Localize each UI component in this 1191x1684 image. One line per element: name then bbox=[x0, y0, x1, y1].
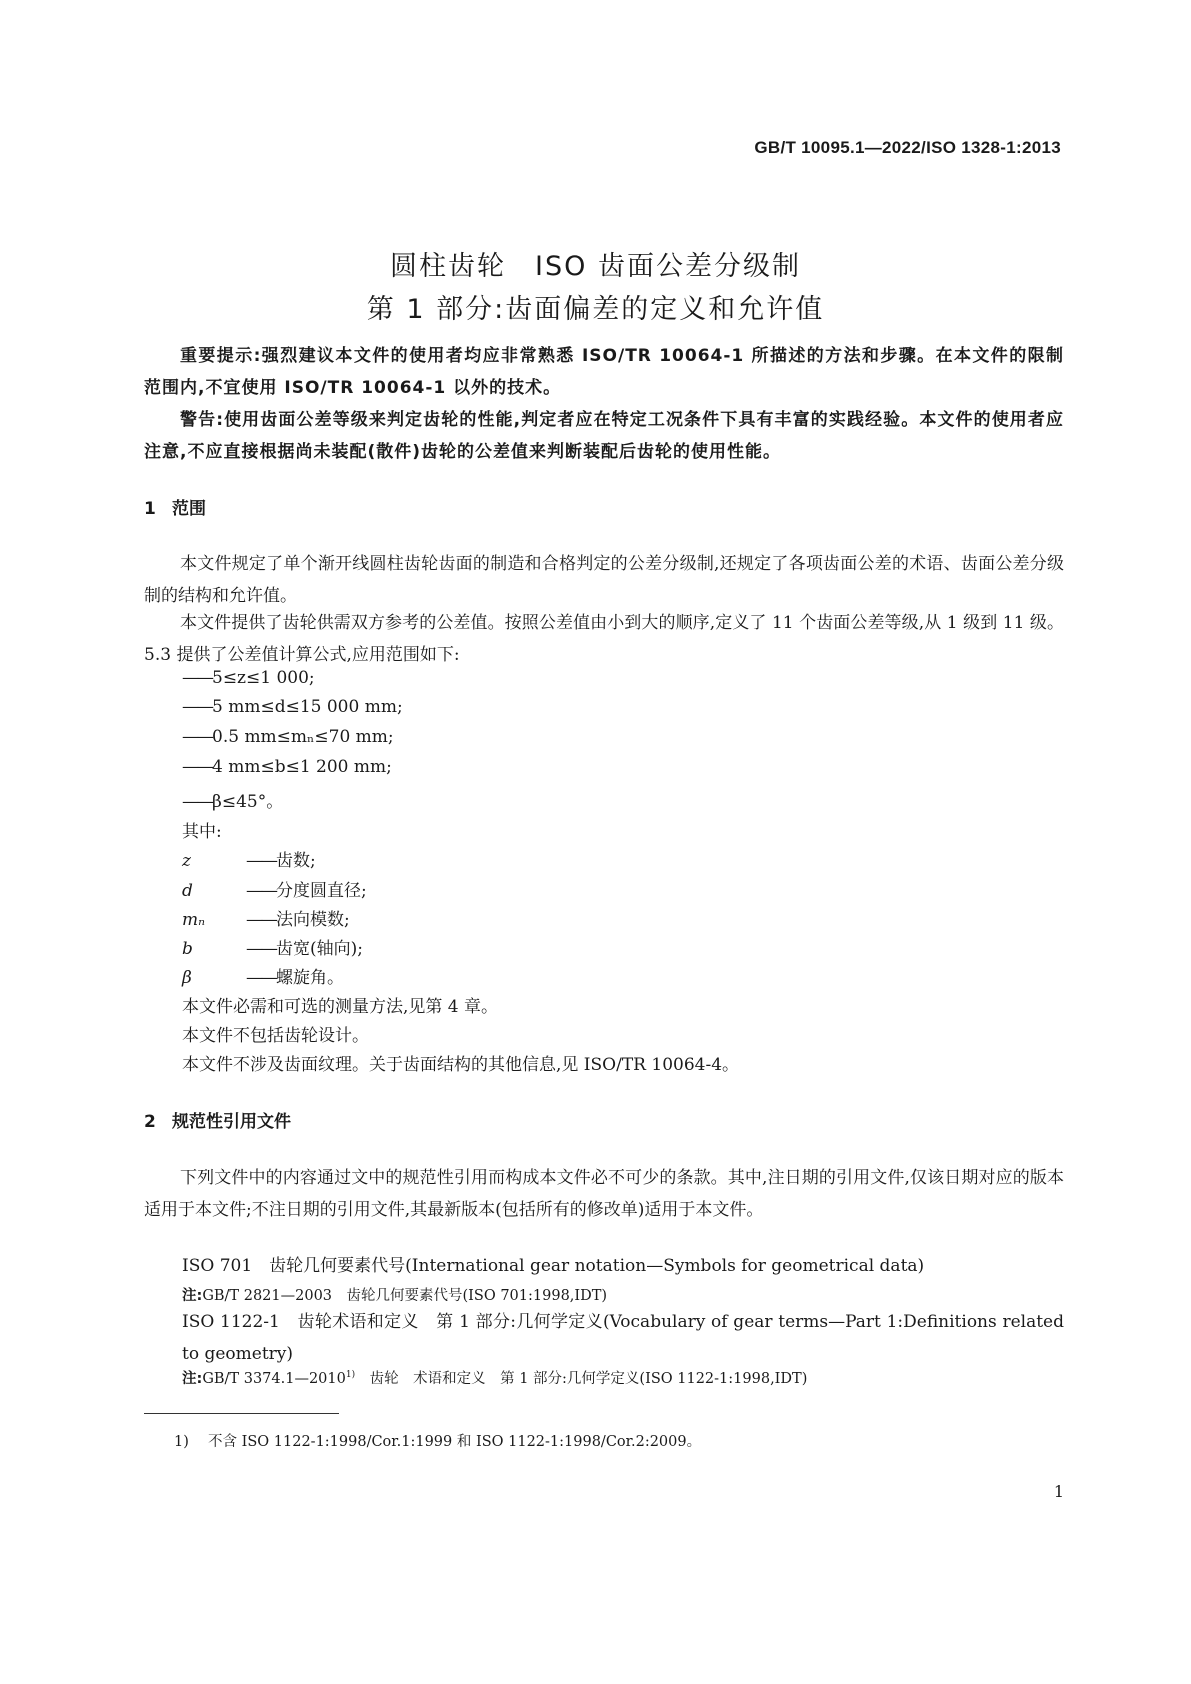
reference-iso-1122-1: ISO 1122-1 齿轮术语和定义 第 1 部分:几何学定义(Vocabulary of gear terms—Part 1:Definitions related to geometry) bbox=[182, 1312, 1064, 1364]
section-title: 规范性引用文件 bbox=[172, 1112, 291, 1132]
range-item: ——0.5 mm≤mₙ≤70 mm; bbox=[182, 727, 394, 747]
reference-iso-701: ISO 701 齿轮几何要素代号(International gear notation—Symbols for geometrical data) bbox=[182, 1256, 925, 1276]
symbol-definition: β ——螺旋角。 bbox=[182, 968, 344, 988]
symbol-definition: z ——齿数; bbox=[182, 851, 316, 871]
scope-paragraph-3: 本文件必需和可选的测量方法,见第 4 章。 bbox=[182, 997, 499, 1017]
section-number: 1 bbox=[144, 499, 156, 519]
document-title-line1: 圆柱齿轮 ISO 齿面公差分级制 bbox=[390, 251, 801, 282]
scope-paragraph-1: 本文件规定了单个渐开线圆柱齿轮齿面的制造和合格判定的公差分级制,还规定了各项齿面公差的术语、齿面公差分级制的结构和允许值。 bbox=[144, 554, 1064, 606]
section-title: 范围 bbox=[172, 499, 206, 519]
range-item: ——β≤45°。 bbox=[182, 792, 284, 812]
scope-paragraph-5: 本文件不涉及齿面纹理。关于齿面结构的其他信息,见 ISO/TR 10064-4。 bbox=[182, 1055, 740, 1075]
footnote-divider bbox=[144, 1413, 339, 1414]
reference-note-1: 注:GB/T 2821—2003 齿轮几何要素代号(ISO 701:1998,IDT) bbox=[182, 1288, 608, 1304]
range-item: ——5≤z≤1 000; bbox=[182, 668, 315, 688]
section-number: 2 bbox=[144, 1112, 156, 1132]
reference-note-2: 注:GB/T 3374.1—2010$^{1)}$ 齿轮 术语和定义 第 1 部分:几何学定义(ISO 1122-1:1998,IDT) bbox=[182, 1370, 808, 1387]
scope-paragraph-2: 本文件提供了齿轮供需双方参考的公差值。按照公差值由小到大的顺序,定义了 11 个齿面公差等级,从 1 级到 11 级。5.3 提供了公差值计算公式,应用范围如下: bbox=[144, 613, 1064, 665]
symbol-definition: b ——齿宽(轴向); bbox=[182, 939, 363, 959]
symbol-definition: mₙ ——法向模数; bbox=[182, 910, 350, 930]
range-item: ——4 mm≤b≤1 200 mm; bbox=[182, 757, 392, 777]
page-number: 1 bbox=[1053, 1482, 1064, 1501]
symbol-definition: d ——分度圆直径; bbox=[182, 881, 367, 901]
where-label: 其中: bbox=[182, 822, 222, 842]
warning-notice: 警告:使用齿面公差等级来判定齿轮的性能,判定者应在特定工况条件下具有丰富的实践经验。本文件的使用者应注意,不应直接根据尚未装配(散件)齿轮的公差值来判断装配后齿轮的使用性能。 bbox=[144, 410, 1064, 462]
section-2-heading bbox=[144, 1107, 291, 1132]
footnote: 1) 不含 ISO 1122-1:1998/Cor.1:1999 和 ISO 1122-1:1998/Cor.2:2009。 bbox=[174, 1434, 702, 1450]
scope-paragraph-4: 本文件不包括齿轮设计。 bbox=[182, 1026, 369, 1046]
standard-code-header: GB/T 10095.1—2022/ISO 1328-1:2013 bbox=[754, 138, 1061, 157]
normative-references-paragraph: 下列文件中的内容通过文中的规范性引用而构成本文件必不可少的条款。其中,注日期的引用文件,仅该日期对应的版本适用于本文件;不注日期的引用文件,其最新版本(包括所有的修改单)适用于本文件。 bbox=[144, 1168, 1064, 1220]
important-notice: 重要提示:强烈建议本文件的使用者均应非常熟悉 ISO/TR 10064-1 所描述的方法和步骤。在本文件的限制范围内,不宜使用 ISO/TR 10064-1 以外的技术。 bbox=[144, 346, 1064, 398]
section-1-heading bbox=[144, 494, 206, 519]
footnote-marker: 1) bbox=[345, 1370, 356, 1381]
document-title-line2: 第 1 部分:齿面偏差的定义和允许值 bbox=[366, 294, 825, 325]
range-item: ——5 mm≤d≤15 000 mm; bbox=[182, 697, 403, 717]
